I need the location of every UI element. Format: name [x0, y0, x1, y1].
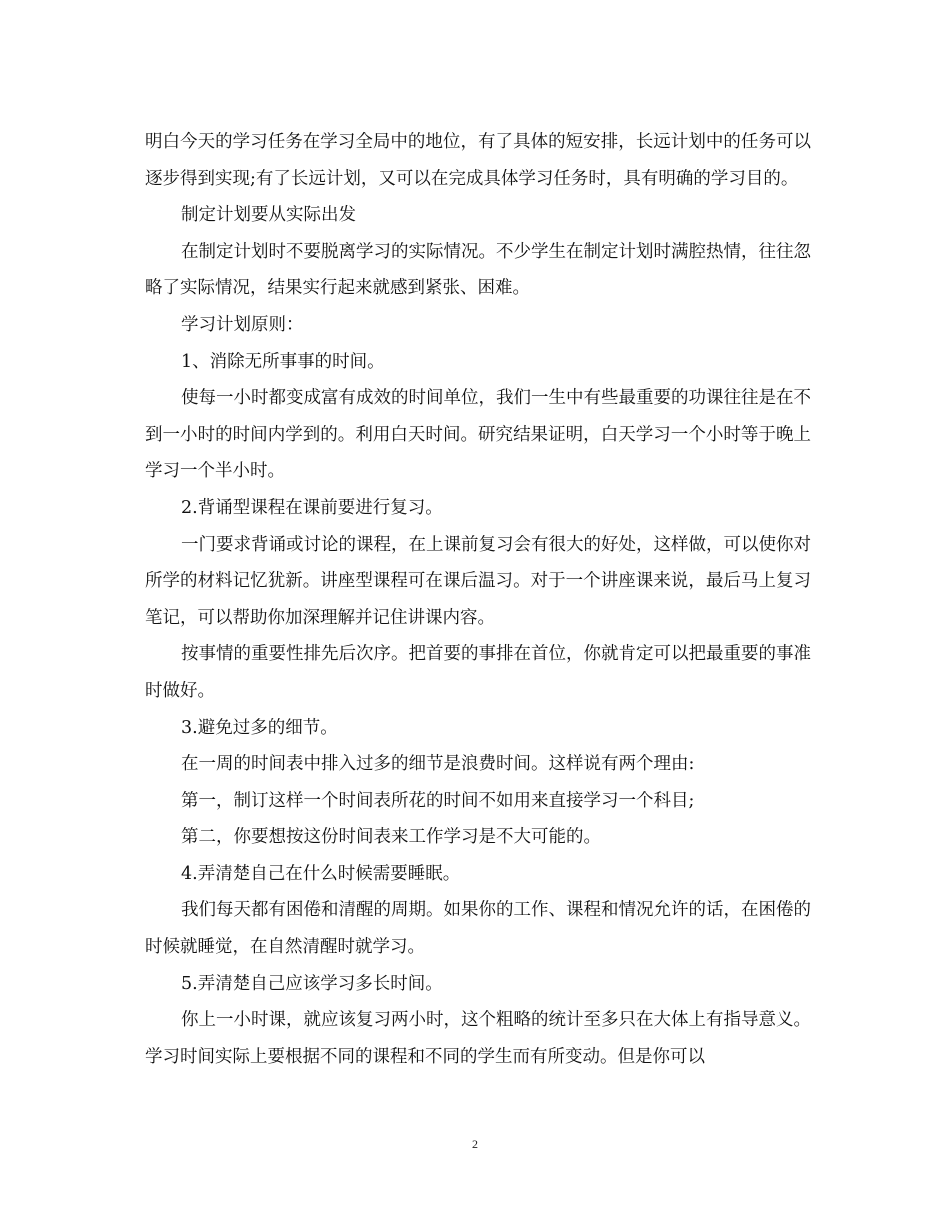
- paragraph: 1、消除无所事事的时间。: [181, 351, 385, 372]
- paragraph: 你上一小时课，就应该复习两小时，这个粗略的统计至多只在大体上有指导意义。学习时间实际上要根据不同的课程和不同的学生而有所变动。但是你可以: [145, 1010, 811, 1067]
- paragraph: 在一周的时间表中排入过多的细节是浪费时间。这样说有两个理由:: [181, 754, 695, 775]
- paragraph: 按事情的重要性排先后次序。把首要的事排在首位，你就肯定可以把最重要的事准时做好。: [145, 644, 811, 701]
- paragraph: 第一，制订这样一个时间表所花的时间不如用来直接学习一个科目;: [181, 790, 695, 811]
- paragraph: 5.弄清楚自己应该学习多长时间。: [181, 973, 443, 994]
- paragraph: 4.弄清楚自己在什么时候需要睡眠。: [181, 863, 461, 884]
- paragraph: 制定计划要从实际出发: [181, 205, 356, 226]
- paragraph: 3.避免过多的细节。: [181, 717, 338, 738]
- paragraph: 学习计划原则：: [181, 314, 304, 335]
- paragraph: 一门要求背诵或讨论的课程，在上课前复习会有很大的好处，这样做，可以使你对所学的材料记忆犹新。讲座型课程可在课后温习。对于一个讲座课来说，最后马上复习笔记，可以帮助你加深理解并记住讲课内容。: [145, 534, 811, 628]
- paragraph: 第二，你要想按这份时间表来工作学习是不大可能的。: [181, 827, 601, 848]
- document-body: [145, 124, 811, 1075]
- paragraph: 我们每天都有困倦和清醒的周期。如果你的工作、课程和情况允许的话，在困倦的时候就睡觉，在自然清醒时就学习。: [145, 900, 811, 958]
- paragraph: 使每一小时都变成富有成效的时间单位，我们一生中有些最重要的功课往往是在不到一小时的时间内学到的。利用白天时间。研究结果证明，白天学习一个小时等于晚上学习一个半小时。: [145, 388, 811, 482]
- paragraph: 在制定计划时不要脱离学习的实际情况。不少学生在制定计划时满腔热情，往往忽略了实际情况，结果实行起来就感到紧张、困难。: [145, 241, 811, 299]
- paragraph: 2.背诵型课程在课前要进行复习。: [181, 497, 443, 518]
- page-number: 2: [472, 1137, 478, 1151]
- paragraph: 明白今天的学习任务在学习全局中的地位，有了具体的短安排，长远计划中的任务可以逐步得到实现;有了长远计划，又可以在完成具体学习任务时，具有明确的学习目的。: [145, 132, 811, 189]
